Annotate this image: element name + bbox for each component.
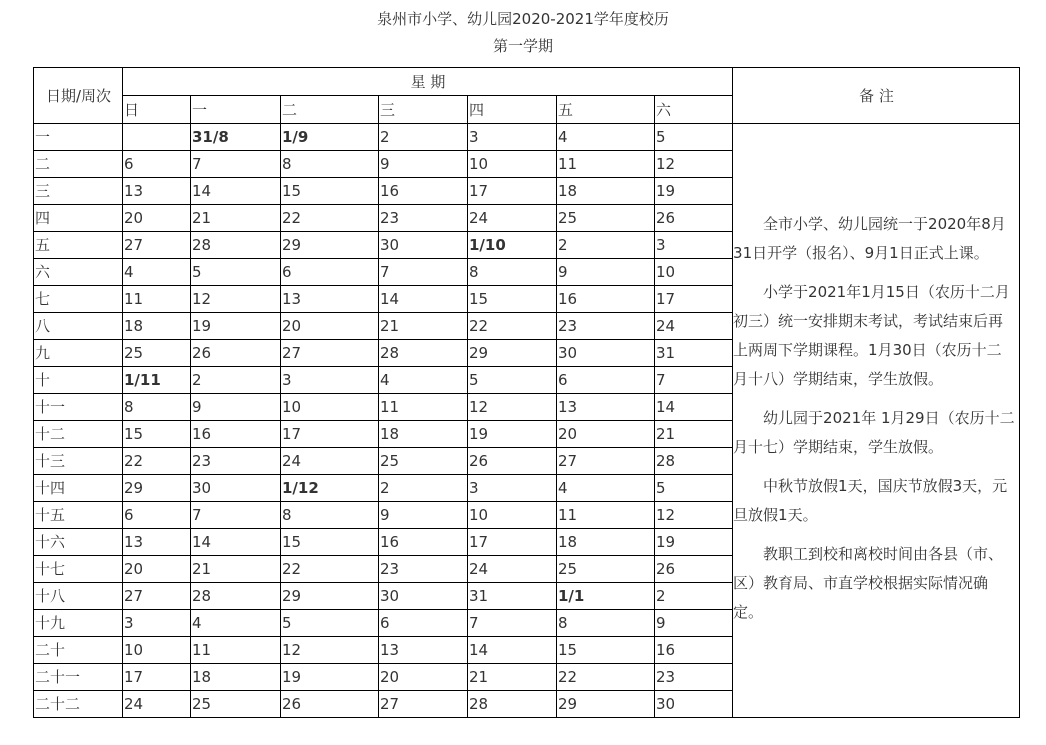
week-number-cell: 一 bbox=[34, 124, 123, 151]
date-cell: 17 bbox=[468, 529, 557, 556]
date-cell: 5 bbox=[655, 475, 733, 502]
date-cell: 7 bbox=[191, 502, 281, 529]
remarks-header: 备 注 bbox=[733, 68, 1020, 124]
date-cell: 20 bbox=[123, 205, 191, 232]
date-cell: 22 bbox=[123, 448, 191, 475]
date-cell: 13 bbox=[123, 529, 191, 556]
date-cell: 7 bbox=[191, 151, 281, 178]
date-cell: 10 bbox=[468, 502, 557, 529]
date-cell: 24 bbox=[655, 313, 733, 340]
date-cell: 10 bbox=[123, 637, 191, 664]
date-cell: 5 bbox=[468, 367, 557, 394]
remark-paragraph: 教职工到校和离校时间由各县（市、区）教育局、市直学校根据实际情况确定。 bbox=[733, 545, 1004, 621]
date-cell: 14 bbox=[191, 178, 281, 205]
date-cell: 19 bbox=[281, 664, 379, 691]
week-number-cell: 十二 bbox=[34, 421, 123, 448]
month-start-date: 1/12 bbox=[282, 479, 319, 497]
date-cell bbox=[468, 232, 557, 259]
date-cell: 11 bbox=[123, 286, 191, 313]
date-cell: 4 bbox=[123, 259, 191, 286]
weekday-header-cell: 日 bbox=[123, 96, 191, 124]
table-row bbox=[34, 124, 1020, 151]
date-cell: 30 bbox=[379, 583, 468, 610]
date-cell: 13 bbox=[281, 286, 379, 313]
date-cell: 29 bbox=[281, 583, 379, 610]
week-number-cell: 六 bbox=[34, 259, 123, 286]
weekday-header-cell: 一 bbox=[191, 96, 281, 124]
date-cell: 17 bbox=[123, 664, 191, 691]
date-cell: 7 bbox=[468, 610, 557, 637]
date-cell: 11 bbox=[557, 502, 655, 529]
date-cell: 22 bbox=[281, 205, 379, 232]
page-subtitle: 第一学期 bbox=[492, 37, 553, 55]
date-cell: 9 bbox=[379, 151, 468, 178]
date-cell: 7 bbox=[655, 367, 733, 394]
date-cell: 27 bbox=[281, 340, 379, 367]
date-cell: 20 bbox=[379, 664, 468, 691]
date-cell: 16 bbox=[191, 421, 281, 448]
date-cell: 18 bbox=[557, 178, 655, 205]
date-cell: 21 bbox=[468, 664, 557, 691]
date-cell: 22 bbox=[468, 313, 557, 340]
date-cell: 28 bbox=[468, 691, 557, 718]
calendar-body bbox=[34, 68, 1020, 718]
date-cell: 13 bbox=[123, 178, 191, 205]
date-cell: 6 bbox=[123, 151, 191, 178]
date-cell: 13 bbox=[557, 394, 655, 421]
week-number-cell: 七 bbox=[34, 286, 123, 313]
date-cell: 18 bbox=[191, 664, 281, 691]
calendar-table bbox=[33, 67, 1020, 718]
date-cell: 24 bbox=[281, 448, 379, 475]
date-cell bbox=[281, 475, 379, 502]
week-number-cell: 十三 bbox=[34, 448, 123, 475]
date-cell: 23 bbox=[557, 313, 655, 340]
date-cell: 18 bbox=[379, 421, 468, 448]
week-number-cell: 十八 bbox=[34, 583, 123, 610]
date-cell: 19 bbox=[655, 178, 733, 205]
page-title: 泉州市小学、幼儿园2020-2021学年度校历 bbox=[377, 10, 669, 28]
date-cell: 16 bbox=[379, 529, 468, 556]
date-cell: 14 bbox=[655, 394, 733, 421]
date-cell: 3 bbox=[468, 124, 557, 151]
date-cell: 30 bbox=[379, 232, 468, 259]
date-cell: 2 bbox=[655, 583, 733, 610]
date-cell: 26 bbox=[655, 205, 733, 232]
date-cell: 9 bbox=[655, 610, 733, 637]
date-cell bbox=[191, 124, 281, 151]
date-cell bbox=[123, 367, 191, 394]
date-cell: 21 bbox=[191, 556, 281, 583]
date-week-header: 日期/周次 bbox=[34, 68, 123, 124]
date-cell: 11 bbox=[557, 151, 655, 178]
date-cell: 6 bbox=[281, 259, 379, 286]
weekday-header-cell: 三 bbox=[379, 96, 468, 124]
date-cell: 25 bbox=[557, 556, 655, 583]
date-cell: 8 bbox=[468, 259, 557, 286]
date-cell: 9 bbox=[557, 259, 655, 286]
date-cell: 15 bbox=[468, 286, 557, 313]
remark-paragraph: 中秋节放假1天，国庆节放假3天，元旦放假1天。 bbox=[733, 477, 1008, 524]
date-cell: 22 bbox=[281, 556, 379, 583]
date-cell: 7 bbox=[379, 259, 468, 286]
date-cell: 23 bbox=[379, 205, 468, 232]
date-cell: 18 bbox=[557, 529, 655, 556]
date-cell: 8 bbox=[281, 502, 379, 529]
date-cell: 31 bbox=[655, 340, 733, 367]
date-cell: 23 bbox=[191, 448, 281, 475]
date-cell: 29 bbox=[468, 340, 557, 367]
date-cell: 24 bbox=[123, 691, 191, 718]
date-cell: 15 bbox=[281, 529, 379, 556]
date-cell: 17 bbox=[468, 178, 557, 205]
date-cell: 13 bbox=[379, 637, 468, 664]
date-cell: 29 bbox=[281, 232, 379, 259]
date-cell: 9 bbox=[191, 394, 281, 421]
date-cell: 25 bbox=[191, 691, 281, 718]
date-cell: 2 bbox=[379, 124, 468, 151]
week-number-cell: 五 bbox=[34, 232, 123, 259]
weekday-header-cell: 六 bbox=[655, 96, 733, 124]
date-cell: 15 bbox=[281, 178, 379, 205]
date-cell: 26 bbox=[655, 556, 733, 583]
date-cell: 25 bbox=[379, 448, 468, 475]
date-cell: 23 bbox=[379, 556, 468, 583]
date-cell: 11 bbox=[191, 637, 281, 664]
date-cell: 8 bbox=[557, 610, 655, 637]
date-cell: 17 bbox=[281, 421, 379, 448]
date-cell: 28 bbox=[191, 583, 281, 610]
date-cell: 16 bbox=[655, 637, 733, 664]
date-cell bbox=[123, 124, 191, 151]
date-cell: 8 bbox=[123, 394, 191, 421]
date-cell: 31 bbox=[468, 583, 557, 610]
date-cell: 3 bbox=[655, 232, 733, 259]
remarks-cell bbox=[733, 124, 1020, 718]
date-cell: 26 bbox=[281, 691, 379, 718]
date-cell: 16 bbox=[379, 178, 468, 205]
date-cell: 30 bbox=[191, 475, 281, 502]
date-cell: 16 bbox=[557, 286, 655, 313]
date-cell: 24 bbox=[468, 556, 557, 583]
date-cell: 4 bbox=[191, 610, 281, 637]
week-number-cell: 三 bbox=[34, 178, 123, 205]
date-cell: 14 bbox=[468, 637, 557, 664]
date-cell: 12 bbox=[468, 394, 557, 421]
date-cell: 23 bbox=[655, 664, 733, 691]
week-number-cell: 二十二 bbox=[34, 691, 123, 718]
date-cell: 5 bbox=[191, 259, 281, 286]
date-cell: 20 bbox=[557, 421, 655, 448]
week-number-cell: 十六 bbox=[34, 529, 123, 556]
week-number-cell: 十七 bbox=[34, 556, 123, 583]
date-cell: 3 bbox=[468, 475, 557, 502]
header-row-1 bbox=[34, 68, 1020, 96]
date-cell: 27 bbox=[557, 448, 655, 475]
date-cell: 29 bbox=[123, 475, 191, 502]
date-cell: 4 bbox=[379, 367, 468, 394]
date-cell: 12 bbox=[655, 502, 733, 529]
date-cell bbox=[557, 583, 655, 610]
date-cell: 15 bbox=[123, 421, 191, 448]
date-cell: 3 bbox=[123, 610, 191, 637]
week-number-cell: 十一 bbox=[34, 394, 123, 421]
week-number-cell: 八 bbox=[34, 313, 123, 340]
date-cell: 19 bbox=[468, 421, 557, 448]
date-cell: 25 bbox=[123, 340, 191, 367]
week-number-cell: 十 bbox=[34, 367, 123, 394]
date-cell: 2 bbox=[557, 232, 655, 259]
month-start-date: 31/8 bbox=[192, 128, 229, 146]
date-cell: 26 bbox=[468, 448, 557, 475]
month-start-date: 1/10 bbox=[469, 236, 506, 254]
date-cell: 10 bbox=[655, 259, 733, 286]
date-cell: 11 bbox=[379, 394, 468, 421]
date-cell: 30 bbox=[557, 340, 655, 367]
date-cell: 9 bbox=[379, 502, 468, 529]
date-cell: 14 bbox=[379, 286, 468, 313]
remark-paragraph: 全市小学、幼儿园统一于2020年8月31日开学（报名）、9月1日正式上课。 bbox=[733, 215, 1006, 262]
date-cell: 25 bbox=[557, 205, 655, 232]
date-cell: 20 bbox=[281, 313, 379, 340]
date-cell: 28 bbox=[655, 448, 733, 475]
date-cell: 6 bbox=[379, 610, 468, 637]
date-cell: 26 bbox=[191, 340, 281, 367]
date-cell: 28 bbox=[379, 340, 468, 367]
remark-paragraph: 小学于2021年1月15日（农历十二月初三）统一安排期末考试，考试结束后再上两周下学期课程。1月30日（农历十二月十八）学期结束，学生放假。 bbox=[733, 283, 1010, 388]
date-cell bbox=[281, 124, 379, 151]
week-number-cell: 九 bbox=[34, 340, 123, 367]
date-cell: 18 bbox=[123, 313, 191, 340]
date-cell: 21 bbox=[191, 205, 281, 232]
date-cell: 4 bbox=[557, 124, 655, 151]
week-number-cell: 二十 bbox=[34, 637, 123, 664]
date-cell: 27 bbox=[379, 691, 468, 718]
date-cell: 14 bbox=[191, 529, 281, 556]
date-cell: 6 bbox=[557, 367, 655, 394]
week-number-cell: 二十一 bbox=[34, 664, 123, 691]
date-cell: 19 bbox=[191, 313, 281, 340]
date-cell: 28 bbox=[191, 232, 281, 259]
remark-paragraph: 幼儿园于2021年 1月29日（农历十二月十七）学期结束，学生放假。 bbox=[733, 409, 1015, 456]
date-cell: 30 bbox=[655, 691, 733, 718]
week-number-cell: 十五 bbox=[34, 502, 123, 529]
date-cell: 12 bbox=[655, 151, 733, 178]
date-cell: 5 bbox=[281, 610, 379, 637]
date-cell: 8 bbox=[281, 151, 379, 178]
date-cell: 10 bbox=[281, 394, 379, 421]
date-cell: 27 bbox=[123, 232, 191, 259]
date-cell: 2 bbox=[191, 367, 281, 394]
date-cell: 24 bbox=[468, 205, 557, 232]
week-number-cell: 二 bbox=[34, 151, 123, 178]
month-start-date: 1/9 bbox=[282, 128, 309, 146]
weekday-header-cell: 二 bbox=[281, 96, 379, 124]
week-number-cell: 十九 bbox=[34, 610, 123, 637]
date-cell: 3 bbox=[281, 367, 379, 394]
date-cell: 12 bbox=[191, 286, 281, 313]
date-cell: 27 bbox=[123, 583, 191, 610]
date-cell: 20 bbox=[123, 556, 191, 583]
month-start-date: 1/1 bbox=[558, 587, 585, 605]
date-cell: 6 bbox=[123, 502, 191, 529]
weekday-header-cell: 四 bbox=[468, 96, 557, 124]
date-cell: 19 bbox=[655, 529, 733, 556]
date-cell: 12 bbox=[281, 637, 379, 664]
date-cell: 15 bbox=[557, 637, 655, 664]
week-number-cell: 十四 bbox=[34, 475, 123, 502]
weekday-group-header: 星 期 bbox=[123, 68, 733, 96]
date-cell: 5 bbox=[655, 124, 733, 151]
date-cell: 4 bbox=[557, 475, 655, 502]
date-cell: 2 bbox=[379, 475, 468, 502]
month-start-date: 1/11 bbox=[124, 371, 161, 389]
date-cell: 22 bbox=[557, 664, 655, 691]
weekday-header-cell: 五 bbox=[557, 96, 655, 124]
date-cell: 17 bbox=[655, 286, 733, 313]
date-cell: 21 bbox=[655, 421, 733, 448]
week-number-cell: 四 bbox=[34, 205, 123, 232]
remarks-content bbox=[733, 124, 1019, 627]
date-cell: 29 bbox=[557, 691, 655, 718]
date-cell: 21 bbox=[379, 313, 468, 340]
date-cell: 10 bbox=[468, 151, 557, 178]
